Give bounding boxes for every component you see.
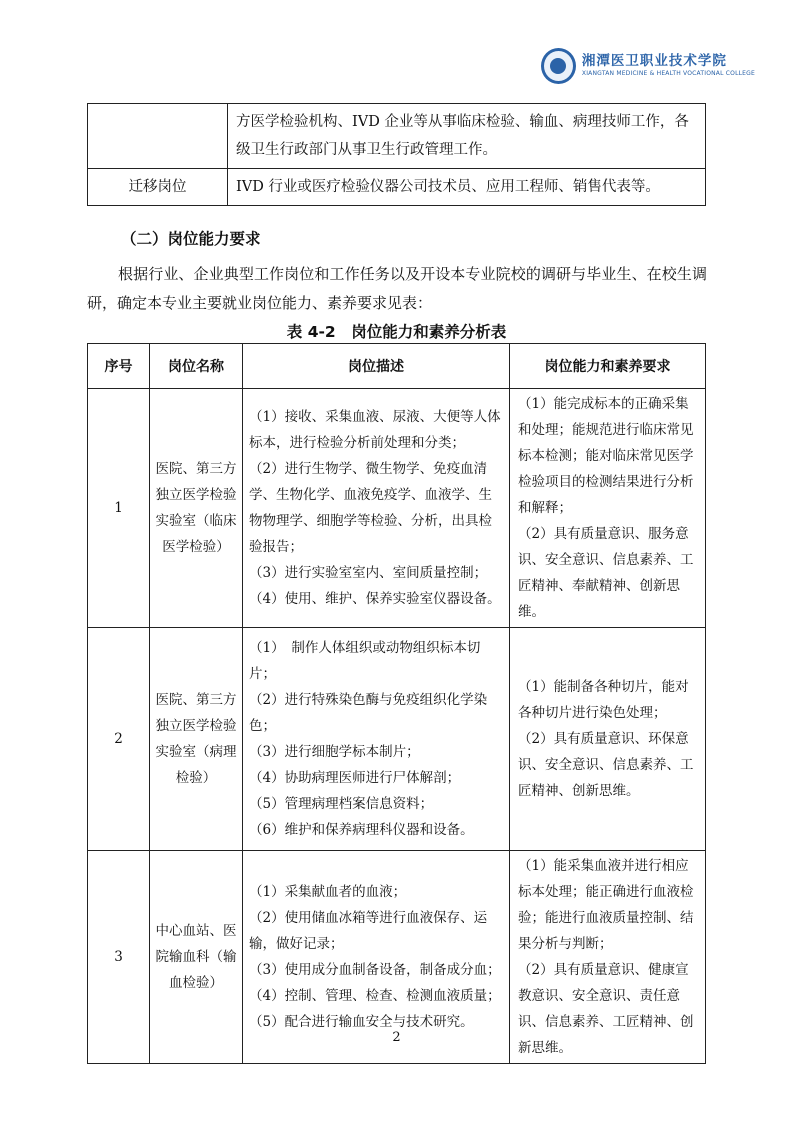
header-no: 序号 xyxy=(88,344,150,389)
description-item: （4）使用、维护、保养实验室仪器设备。 xyxy=(249,591,501,607)
requirement-item: （1）能采集血液并进行相应标本处理；能正确进行血液检验；能进行血液质量控制、结果分析与判断； xyxy=(518,858,694,952)
description-item: （1）接收、采集血液、尿液、大便等人体标本，进行检验分析前处理和分类； xyxy=(249,409,501,451)
row-label xyxy=(88,104,228,169)
career-table-continued xyxy=(87,103,706,206)
description-item: （6）维护和保养病理科仪器和设备。 xyxy=(249,822,474,838)
row-text: IVD 行业或医疗检验仪器公司技术员、应用工程师、销售代表等。 xyxy=(228,169,706,206)
row-number: 3 xyxy=(88,851,150,1064)
requirement-item: （1）能制备各种切片，能对各种切片进行染色处理； xyxy=(518,679,689,721)
position-name: 医院、第三方独立医学检验实验室（临床医学检验） xyxy=(150,389,243,628)
logo-english-name: XIANGTAN MEDICINE & HEALTH VOCATIONAL COLLEGE xyxy=(581,70,755,78)
description-item: （2）使用储血冰箱等进行血液保存、运输，做好记录； xyxy=(249,910,488,952)
competency-table xyxy=(87,343,706,1064)
description-item: （2）进行生物学、微生物学、免疫血清学、生物化学、血液免疫学、血液学、生物物理学、细胞学等检验、分析，出具检验报告； xyxy=(249,461,492,555)
position-requirements xyxy=(510,389,706,628)
intro-paragraph: 根据行业、企业典型工作岗位和工作任务以及开设本专业院校的调研与毕业生、在校生调研，确定本专业主要就业岗位能力、素养要求见表： xyxy=(87,265,707,312)
position-name: 中心血站、医院输血科（输血检验） xyxy=(150,851,243,1064)
header-description: 岗位描述 xyxy=(243,344,510,389)
position-requirements xyxy=(510,628,706,851)
row-text: 方医学检验机构、IVD 企业等从事临床检验、输血、病理技师工作，各级卫生行政部门从事卫生行政管理工作。 xyxy=(228,104,706,169)
table-header-row xyxy=(88,344,706,389)
description-item: （4）控制、管理、检查、检测血液质量； xyxy=(249,988,501,1004)
requirement-item: （2）具有质量意识、服务意识、安全意识、信息素养、工匠精神、奉献精神、创新思维。 xyxy=(518,526,694,620)
header-requirements: 岗位能力和素养要求 xyxy=(510,344,706,389)
table-caption: 表 4-2 岗位能力和素养分析表 xyxy=(286,323,507,341)
description-item: （3）使用成分血制备设备，制备成分血； xyxy=(249,962,501,978)
row-label: 迁移岗位 xyxy=(88,169,228,206)
description-item: （1）采集献血者的血液； xyxy=(249,884,407,900)
college-emblem-icon xyxy=(541,48,576,84)
description-item: （3）进行细胞学标本制片； xyxy=(249,744,420,760)
position-description xyxy=(243,389,510,628)
header-position: 岗位名称 xyxy=(150,344,243,389)
description-item: （4）协助病理医师进行尸体解剖； xyxy=(249,770,461,786)
page-number: 2 xyxy=(392,1030,401,1045)
description-item: （3）进行实验室室内、室间质量控制； xyxy=(249,565,488,581)
position-name: 医院、第三方独立医学检验实验室（病理检验） xyxy=(150,628,243,851)
section-heading: （二）岗位能力要求 xyxy=(121,230,261,248)
table-row xyxy=(88,169,706,206)
logo-chinese-name: 湘潭医卫职业技术学院 xyxy=(581,52,727,69)
position-description xyxy=(243,628,510,851)
requirement-item: （2）具有质量意识、环保意识、安全意识、信息素养、工匠精神、创新思维。 xyxy=(518,731,694,799)
description-item: （1） 制作人体组织或动物组织标本切片； xyxy=(249,640,481,682)
requirement-item: （1）能完成标本的正确采集和处理；能规范进行临床常见标本检测；能对临床常见医学检验项目的检测结果进行分析和解释； xyxy=(518,396,694,516)
table-row xyxy=(88,389,706,628)
description-item: （5）配合进行输血安全与技术研究。 xyxy=(249,1014,474,1030)
description-item: （2）进行特殊染色酶与免疫组织化学染色； xyxy=(249,692,488,734)
college-logo xyxy=(541,46,755,86)
row-number: 2 xyxy=(88,628,150,851)
table-row xyxy=(88,628,706,851)
table-row xyxy=(88,104,706,169)
requirement-item: （2）具有质量意识、健康宣教意识、安全意识、责任意识、信息素养、工匠精神、创新思维。 xyxy=(518,962,694,1056)
row-number: 1 xyxy=(88,389,150,628)
description-item: （5）管理病理档案信息资料； xyxy=(249,796,434,812)
